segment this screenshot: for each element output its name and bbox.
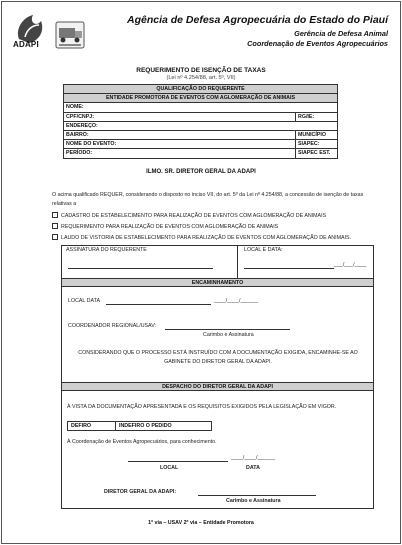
document-title: REQUERIMENTO DE ISENÇÃO DE TAXAS xyxy=(136,67,266,74)
option-1[interactable] xyxy=(52,212,326,219)
director-label: DIRETOR GERAL DA ADAPI: xyxy=(104,489,177,495)
option-label: LAUDO DE VISTORIA DE ESTABELECIMENTO PARA REALIZAÇÃO DE EVENTOS COM AGLOMERAÇÃO DE ANIMAIS. xyxy=(61,235,352,241)
in-view-text: À VISTA DA DOCUMENTAÇÃO APRESENTADA E OS REQUISITOS EXIGIDOS PELA LEGISLAÇÃO EM VIGOR. xyxy=(67,404,337,410)
option-label: REQUERIMENTO PARA REALIZAÇÃO DE EVENTOS COM AGLOMERAÇÃO DE ANIMAIS xyxy=(61,224,279,230)
law-reference: (Lei nº 4.254/88, art. 5º, VII) xyxy=(166,75,236,81)
coordinator-label: COORDENADOR REGIONAL/USAV: xyxy=(68,323,157,329)
field-rg[interactable]: RG/IE: xyxy=(296,112,338,121)
option-label: CADASTRO DE ESTABELECIMENTO PARA REALIZAÇÃO DE EVENTOS COM AGLOMERAÇÃO DE ANIMAIS xyxy=(61,213,327,219)
forwarding-heading: ENCAMINHAMENTO xyxy=(62,278,373,287)
forwarding-place-date-label: LOCAL DATA xyxy=(68,298,100,304)
applicant-signature-label: ASSINATURA DO REQUERENTE xyxy=(66,247,147,253)
intro-text: O acima qualificado REQUER, considerando o disposto no inciso VII, do art. 5º da Lei nº 4.254/88, a concessão de isenção de taxas relativas a xyxy=(52,192,364,207)
truck-emblem-icon xyxy=(55,16,85,56)
denied-option[interactable]: INDEFIRO O PEDIDO xyxy=(116,422,212,431)
divider xyxy=(237,246,238,278)
forwarding-date-slashes: ____/____/______ xyxy=(214,298,259,304)
dispatch-place-line[interactable] xyxy=(128,461,228,462)
dispatch-date-label: DATA xyxy=(246,465,260,471)
dispatch-date-slashes: ____/____/______ xyxy=(231,455,276,461)
coordinator-signature-line[interactable] xyxy=(165,329,290,330)
field-event-name[interactable]: NOME DO EVENTO: xyxy=(64,140,296,149)
director-stamp-label: Carimbo e Assinatura xyxy=(226,498,281,504)
to-coordination-text: À Coordenação de Eventos Agropecuários, para conhecimento. xyxy=(67,439,217,445)
decision-table xyxy=(67,421,212,431)
option-2[interactable] xyxy=(52,223,278,230)
applicant-signature-line[interactable] xyxy=(68,268,213,269)
footer-copies: 1ª via – USAV 2ª via – Entidade Promotora xyxy=(148,520,254,526)
approval-box xyxy=(61,245,374,509)
place-date-label: LOCAL E DATA: xyxy=(244,247,283,253)
director-signature-line[interactable] xyxy=(198,495,316,496)
checkbox[interactable] xyxy=(52,223,58,229)
field-siapec[interactable]: SIAPEC: xyxy=(296,140,338,149)
date-slashes: ___/___/____ xyxy=(334,262,367,268)
granted-option[interactable]: DEFIRO xyxy=(68,422,116,431)
logo-text: ADAPI xyxy=(13,40,39,49)
forwarding-place-line[interactable] xyxy=(106,304,211,305)
qualification-heading: QUALIFICAÇÃO DO REQUERENTE xyxy=(64,85,338,94)
field-city[interactable]: MUNICÍPIO xyxy=(296,130,338,139)
field-name[interactable]: NOME: xyxy=(64,103,338,112)
qualification-subheading: ENTIDADE PROMOTORA DE EVENTOS COM AGLOMERAÇÃO DE ANIMAIS xyxy=(64,94,338,103)
dispatch-place-label: LOCAL xyxy=(160,465,179,471)
field-district[interactable]: BAIRRO: xyxy=(64,130,296,139)
org-subtitle-2: Coordenação de Eventos Agropecuários xyxy=(247,39,388,48)
coordinator-stamp-label: Carimbo e Assinatura xyxy=(203,332,254,338)
field-siapec-est[interactable]: SIAPEC EST. xyxy=(296,149,338,158)
place-date-line[interactable] xyxy=(244,268,334,269)
considering-text: CONSIDERANDO QUE O PROCESSO ESTÁ INSTRUÍDO COM A DOCUMENTAÇÃO EXIGIDA, ENCAMINHE-SE AO GABINETE DO DIRETOR GERAL DA ADAPI. xyxy=(78,350,358,365)
field-period[interactable]: PERÍODO: xyxy=(64,149,296,158)
checkbox[interactable] xyxy=(52,234,58,240)
dispatch-heading: DESPACHO DO DIRETOR GERAL DA ADAPI xyxy=(62,382,373,391)
field-address[interactable]: ENDEREÇO: xyxy=(64,121,338,130)
checkbox[interactable] xyxy=(52,212,58,218)
salutation: ILMO. SR. DIRETOR GERAL DA ADAPI xyxy=(146,169,256,175)
qualification-table xyxy=(63,84,338,159)
org-title: Agência de Defesa Agropecuária do Estado do Piauí xyxy=(126,14,388,26)
org-subtitle-1: Gerência de Defesa Animal xyxy=(294,29,388,38)
option-3[interactable] xyxy=(52,234,351,241)
field-cpf[interactable]: CPF/CNPJ: xyxy=(64,112,296,121)
